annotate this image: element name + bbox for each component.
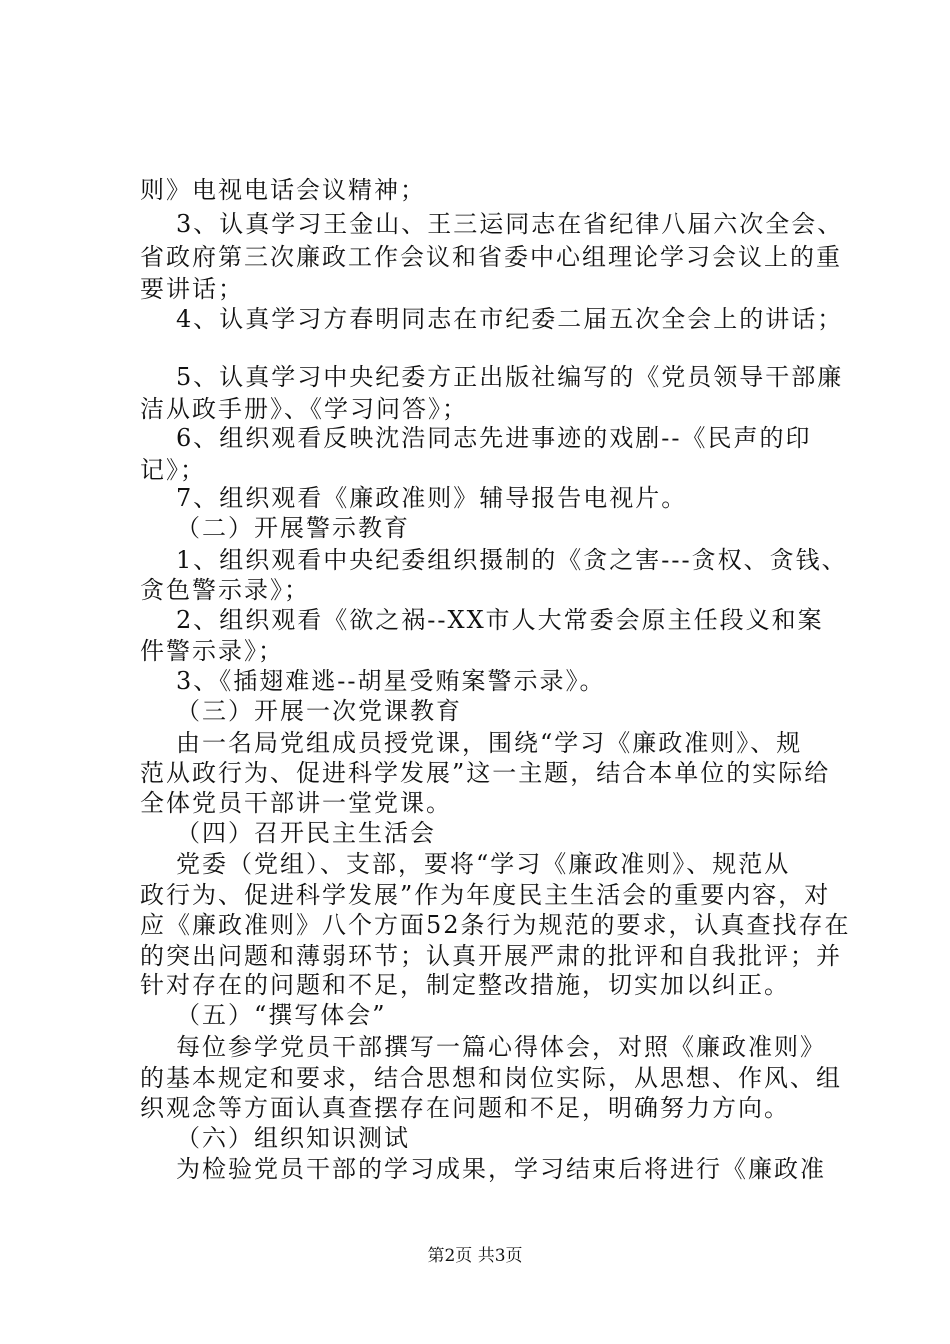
text-line: 4、认真学习方春明同志在市纪委二届五次全会上的讲话； bbox=[176, 305, 844, 333]
text-line: 党委（党组）、支部，要将“学习《廉政准则》、规范从 bbox=[176, 850, 791, 878]
text-line: 织观念等方面认真查摆存在问题和不足，明确努力方向。 bbox=[140, 1094, 790, 1122]
section-heading: （六）组织知识测试 bbox=[176, 1124, 410, 1152]
text-line: 的基本规定和要求，结合思想和岗位实际，从思想、作风、组 bbox=[140, 1064, 842, 1092]
text-line: 贪色警示录》； bbox=[140, 576, 310, 604]
section-heading: （二）开展警示教育 bbox=[176, 514, 410, 542]
text-line: 3、认真学习王金山、王三运同志在省纪律八届六次全会、 bbox=[176, 210, 844, 238]
text-line: 1、组织观看中央纪委组织摄制的《贪之害---贪权、贪钱、 bbox=[176, 546, 848, 574]
text-line: 记》； bbox=[140, 456, 206, 484]
text-line: 针对存在的问题和不足，制定整改措施，切实加以纠正。 bbox=[140, 971, 790, 999]
text-line: 要讲话； bbox=[140, 275, 244, 303]
text-line: 6、组织观看反映沈浩同志先进事迹的戏剧--《民声的印 bbox=[176, 424, 812, 452]
text-line: 7、组织观看《廉政准则》辅导报告电视片。 bbox=[176, 484, 688, 512]
text-line: 为检验党员干部的学习成果，学习结束后将进行《廉政准 bbox=[176, 1155, 826, 1183]
section-heading: （四）召开民主生活会 bbox=[176, 819, 436, 847]
text-line: 件警示录》； bbox=[140, 637, 284, 665]
text-line: 政行为、促进科学发展”作为年度民主生活会的重要内容，对 bbox=[140, 881, 831, 909]
section-heading: （五）“撰写体会” bbox=[176, 1001, 387, 1029]
section-heading: （三）开展一次党课教育 bbox=[176, 697, 462, 725]
text-line: 5、认真学习中央纪委方正出版社编写的《党员领导干部廉 bbox=[176, 363, 844, 391]
text-line: 则》电视电话会议精神； bbox=[140, 176, 426, 204]
text-line: 全体党员干部讲一堂党课。 bbox=[140, 789, 452, 817]
text-line: 范从政行为、促进科学发展”这一主题，结合本单位的实际给 bbox=[140, 759, 831, 787]
text-line: 省政府第三次廉政工作会议和省委中心组理论学习会议上的重 bbox=[140, 243, 842, 271]
text-line: 每位参学党员干部撰写一篇心得体会，对照《廉政准则》 bbox=[176, 1033, 826, 1061]
text-line: 由一名局党组成员授党课，围绕“学习《廉政准则》、规 bbox=[176, 729, 803, 757]
text-line: 的突出问题和薄弱环节；认真开展严肃的批评和自我批评；并 bbox=[140, 942, 842, 970]
text-line: 应《廉政准则》八个方面52条行为规范的要求，认真查找存在 bbox=[140, 911, 851, 939]
text-line: 洁从政手册》、《学习问答》； bbox=[140, 395, 468, 423]
text-line: 3、《插翅难逃--胡星受贿案警示录》。 bbox=[176, 667, 606, 695]
text-line: 2、组织观看《欲之祸--XX市人大常委会原主任段义和案 bbox=[176, 606, 824, 634]
page-number-footer: 第2页 共3页 bbox=[427, 1246, 523, 1266]
